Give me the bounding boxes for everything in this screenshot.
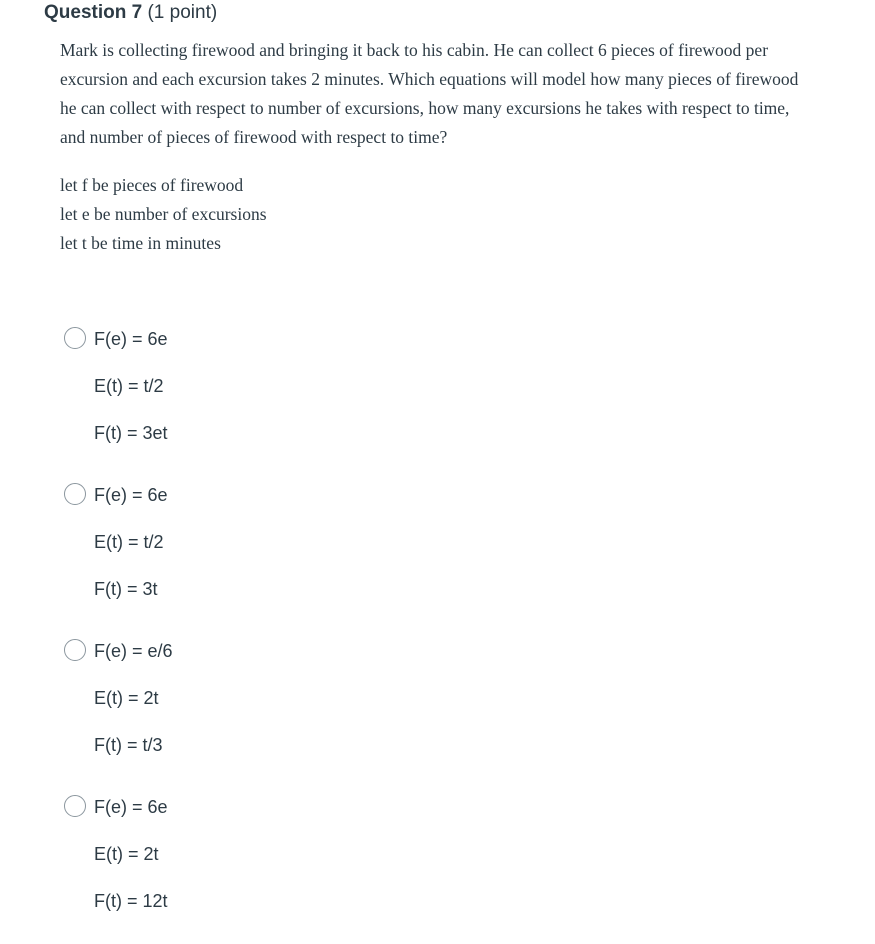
answer-text-4[interactable] — [94, 788, 168, 929]
answer-option-2[interactable] — [63, 476, 563, 632]
radio-button-4[interactable] — [64, 795, 86, 817]
question-prompt: Mark is collecting firewood and bringing it back to his cabin. He can collect 6 pieces of firewood per excursion and each excursion takes 2 minutes. Which equations will model how many pieces of firewood he can collect with respect to number of excursions, how many excursions he takes with respect to time, and number of pieces of firewood with respect to time? — [60, 40, 799, 147]
answer-line: F(e) = 6e — [94, 329, 168, 349]
answer-text-2[interactable] — [94, 476, 168, 617]
radio-button-1[interactable] — [64, 327, 86, 349]
answer-line: F(e) = 6e — [94, 797, 168, 817]
answer-option-4[interactable] — [63, 788, 563, 944]
answer-line: F(t) = t/3 — [94, 735, 163, 755]
answer-line: E(t) = 2t — [94, 688, 159, 708]
answer-line: E(t) = t/2 — [94, 532, 164, 552]
answer-line: F(e) = e/6 — [94, 641, 173, 661]
answer-line: E(t) = t/2 — [94, 376, 164, 396]
answer-option-3[interactable] — [63, 632, 563, 788]
answer-option-1[interactable] — [63, 320, 563, 476]
answer-line: F(t) = 3et — [94, 423, 168, 443]
definition-f: let f be pieces of firewood — [60, 175, 244, 195]
answer-line: F(e) = 6e — [94, 485, 168, 505]
answer-text-3[interactable] — [94, 632, 173, 773]
definition-t: let t be time in minutes — [60, 233, 221, 253]
question-body — [60, 36, 800, 258]
answer-options — [63, 320, 563, 944]
answer-line: F(t) = 3t — [94, 579, 158, 599]
answer-line: F(t) = 12t — [94, 891, 168, 911]
answer-text-1[interactable] — [94, 320, 168, 461]
question-points: (1 point) — [147, 2, 218, 23]
variable-definitions — [60, 171, 800, 258]
radio-button-2[interactable] — [64, 483, 86, 505]
question-title: Question 7 — [44, 2, 143, 23]
definition-e: let e be number of excursions — [60, 204, 267, 224]
question-header — [44, 0, 217, 26]
answer-line: E(t) = 2t — [94, 844, 159, 864]
radio-button-3[interactable] — [64, 639, 86, 661]
